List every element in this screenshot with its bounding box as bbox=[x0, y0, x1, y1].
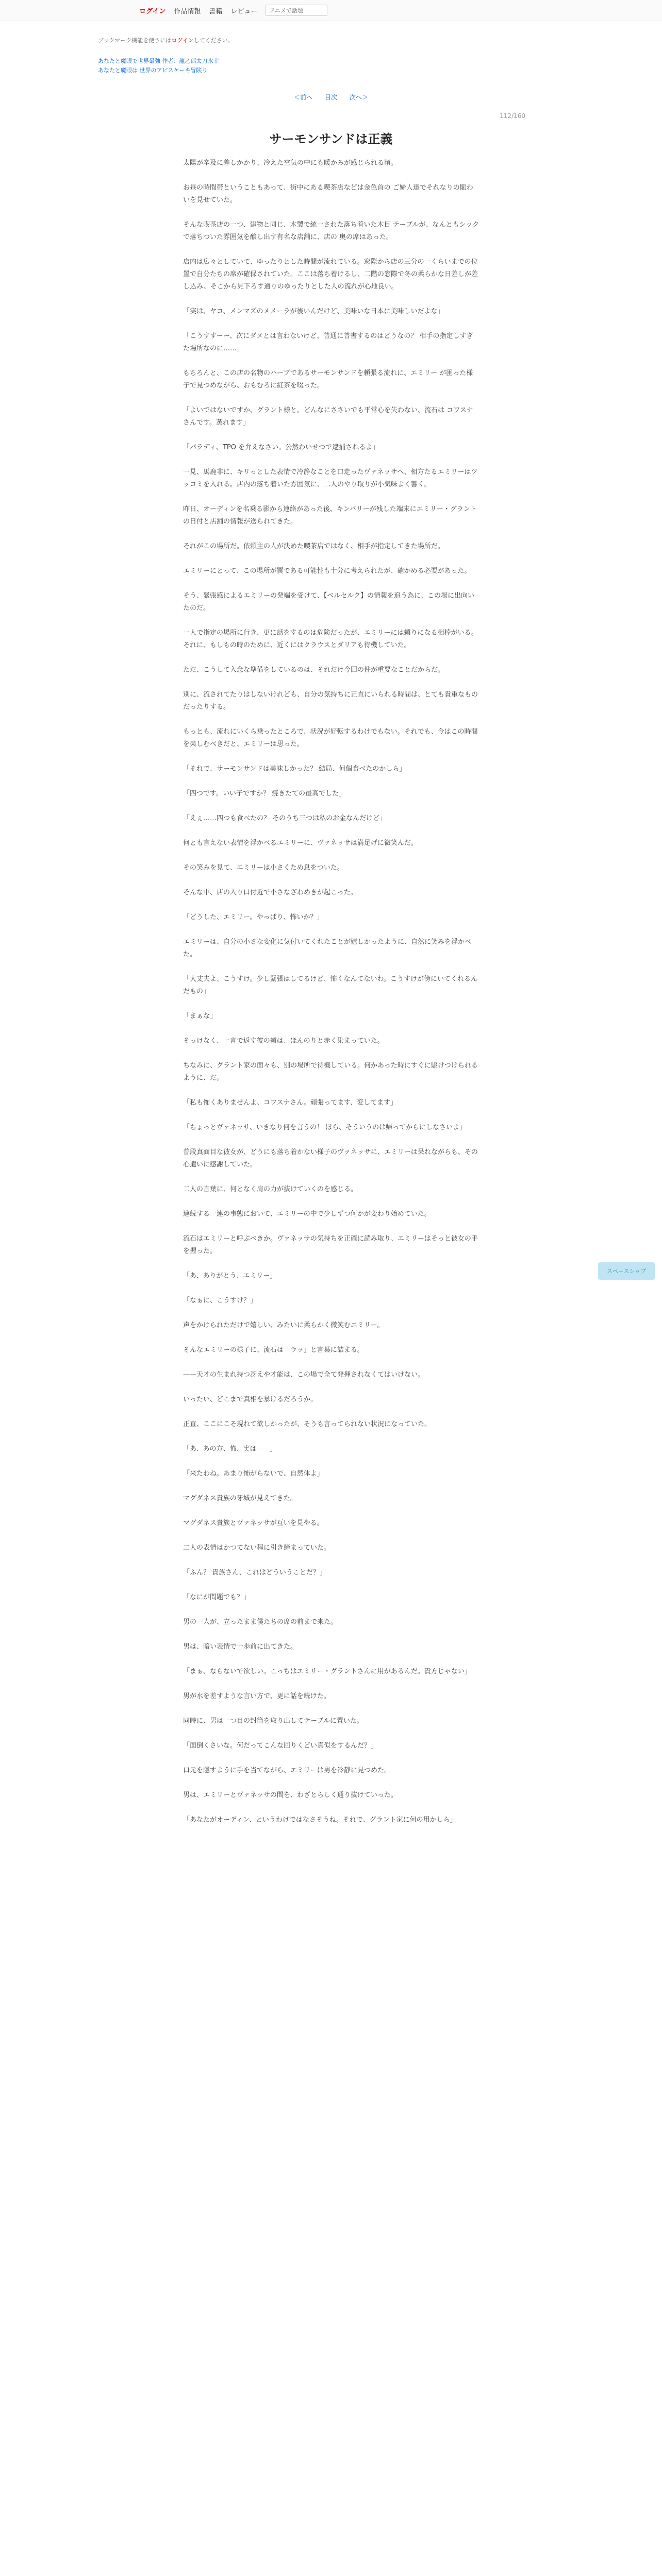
login-link[interactable]: ログイン bbox=[139, 7, 166, 15]
paragraph: 男は、エミリーとヴァネッサの間を、わざとらしく通り抜けていった。 bbox=[183, 1791, 398, 1799]
notice-text: ブックマーク機能を使うには bbox=[98, 37, 172, 44]
breadcrumb bbox=[98, 57, 219, 75]
paragraph: 正直、ここにこそ現れて欲しかったが、そうも言ってられない状況になっていた。 bbox=[183, 1420, 432, 1428]
paragraph: 太陽が辛及に差しかかり、冷えた空気の中にも暖かみが感じられる頃。 bbox=[183, 159, 398, 167]
top-navigation-inner bbox=[139, 0, 327, 21]
paragraph: 普段真面目な彼女が、どうにも落ち着かない様子のヴァネッサに、エミリーは呆れながらも、その心遣いに感謝していた。 bbox=[183, 1148, 478, 1168]
paragraph: エミリーは、自分の小さな変化に気付いてくれたことが嬉しかったように、自然に笑みを浮かべた。 bbox=[183, 938, 472, 958]
paragraph: そう、緊張感によるエミリーの発端を受けて、【ベルセルク】の情報を追う為に、この場に出向いたのだ。 bbox=[183, 592, 474, 612]
paragraph: 「面倒くさいな。何だってこんな回りくどい真似をするんだ？」 bbox=[183, 1742, 378, 1750]
paragraph: 連続する一連の事態において、エミリーの中で少しずつ何かが変わり始めていた。 bbox=[183, 1210, 431, 1218]
paragraph: 「まぁ、ならないで欲しい。こっちはエミリー・グラントさんに用があるんだ。貴方じゃない」 bbox=[183, 1668, 471, 1675]
paragraph: マグダネス貴族とヴァネッサが互いを見やる。 bbox=[183, 1519, 324, 1527]
search-input[interactable] bbox=[266, 5, 327, 16]
paragraph: 「パラディ、TPO を弁えなさい。公然わいせつで逮捕されるよ」 bbox=[183, 444, 379, 451]
paragraph: そんな喫茶店の一つ、建物と同じ、木製で統一された落ち着いた木目 テーブルが、なんともシックで落ちついた雰囲気を醸し出す有名な店舗に、店の 奥の席はあった。 bbox=[183, 221, 479, 241]
top-pager bbox=[0, 93, 662, 101]
paragraph: 「四つです。いい子ですか？ 焼きたての最高でした」 bbox=[183, 790, 346, 798]
paragraph: 別に、流されてたりはしないけれども、自分の気持ちに正直にいられる時間は、とても貴重なものだったりする。 bbox=[183, 691, 478, 711]
paragraph: 「まぁな」 bbox=[183, 1012, 217, 1020]
paragraph: その笑みを見て、エミリーは小さくため息をついた。 bbox=[183, 864, 344, 872]
top-navigation-bar bbox=[0, 0, 662, 21]
paragraph: ちなみに、グラント家の面々も、別の場所で待機している。何かあった時にすぐに駆けつけられるように、だ。 bbox=[183, 1062, 478, 1082]
paragraph: ただ、こうして入念な準備をしているのは、それだけ今回の件が重要なことだからだ。 bbox=[183, 666, 445, 674]
novel-body bbox=[183, 157, 479, 1839]
paragraph: 「あなたがオーディン、というわけではなさそうね。それで、グラント家に何の用かしら」 bbox=[183, 1816, 457, 1824]
paragraph: 「私も怖くありませんよ、コワスナさん。頑張ってます、変してます」 bbox=[183, 1099, 398, 1107]
paragraph: 「実は、ヤコ、メンマズのメメーラが後いんだけど、美味いな日本に美味しいだよな」 bbox=[183, 308, 444, 315]
paragraph: 店内は広々としていて、ゆったりとした時間が流れている。窓際から店の三分の一くらいまでの位置で自分たちの席が確保されていた。ここは落ち着けるし、二階の窓際で冬の柔らかな日差しが差し込み、そこから見下ろす通りのゆったりとした人の流れが心地良い。 bbox=[183, 258, 478, 291]
paragraph: ——天才の生まれ持つ冴えや才能は、この場で全て発揮されなくてはいけない。 bbox=[183, 1371, 425, 1379]
paragraph: 口元を隠すように手を当てながら、エミリーは男を冷静に見つめた。 bbox=[183, 1767, 391, 1774]
paragraph: エミリーにとって、この場所が罠である可能性も十分に考えられたが、確かめる必要があった。 bbox=[183, 567, 471, 575]
paragraph: 声をかけられただけで嬉しい、みたいに柔らかく微笑むエミリー。 bbox=[183, 1321, 384, 1329]
paragraph: 流石はエミリーと呼ぶべきか。ヴァネッサの気持ちを正確に読み取り、エミリーはそっと彼女の手を握った。 bbox=[183, 1235, 478, 1255]
paragraph: 「えぇ……四つも食べたの？ そのうち三つは私のお金なんだけど」 bbox=[183, 815, 387, 822]
notice-suffix: してください。 bbox=[193, 37, 234, 44]
breadcrumb-series-link[interactable]: あなたと魔眼で世界最強 作者：龍乙郎太刀水幸 bbox=[98, 58, 219, 64]
table-of-contents-link[interactable]: 目次 bbox=[324, 94, 337, 101]
paragraph: 「ふん？ 貴族さん、これはどういうことだ？」 bbox=[183, 1569, 326, 1577]
paragraph: 「来たわね。あまり怖がらないで、自然体よ」 bbox=[183, 1470, 324, 1478]
paragraph: 男が水を差すような言い方で、更に話を続けた。 bbox=[183, 1692, 330, 1700]
bookmark-notice bbox=[98, 36, 234, 44]
page-number: 112/160 bbox=[500, 112, 525, 120]
paragraph: お昼の時間帯ということもあって、街中にある喫茶店などは金色首の ご婦人達でそれなりの賑わいを見せていた。 bbox=[183, 184, 473, 204]
paragraph: それがこの場所だ。依頼主の人が決めた喫茶店ではなく、相手が指定してきた場所だ。 bbox=[183, 543, 444, 550]
paragraph: いったい、どこまで真相を暴けるだろうか。 bbox=[183, 1396, 318, 1403]
paragraph: 「どうした、エミリー。やっぱり、怖いか？」 bbox=[183, 913, 324, 921]
paragraph: 「あ、ありがとう、エミリー」 bbox=[183, 1272, 277, 1280]
paragraph: 「なぁに、こうすけ？」 bbox=[183, 1297, 257, 1304]
notice-login-link[interactable]: ログイン bbox=[171, 37, 194, 44]
paragraph: そっけなく、一言で返す彼の頬は、ほんのりと赤く染まっていた。 bbox=[183, 1037, 384, 1045]
paragraph: 昨日、オーディンを名乗る影から連絡があった後、キンバリーが残した端末にエミリー・グラントの日付と店舗の情報が送られてきた。 bbox=[183, 505, 477, 526]
paragraph: 「ちょっとヴァネッサ、いきなり何を言うの！ ほら、そういうのは帰ってからにしなさいよ」 bbox=[183, 1124, 467, 1131]
nav-link-works[interactable]: 作品情報 bbox=[174, 7, 201, 15]
next-page-link[interactable]: 次へ＞ bbox=[349, 94, 368, 101]
paragraph: 同時に、男は一つ目の封筒を取り出してテーブルに置いた。 bbox=[183, 1717, 363, 1725]
paragraph: 男は、暗い表情で一歩前に出てきた。 bbox=[183, 1643, 297, 1651]
paragraph: 「あ、あの方、怖、実は——」 bbox=[183, 1445, 277, 1453]
prev-page-link[interactable]: ＜前へ bbox=[294, 94, 313, 101]
paragraph: 二人の表情はかつてない程に引き締まっていた。 bbox=[183, 1544, 331, 1552]
paragraph: 「こうすすーー、次にダメとは言わないけど、普通に普書するのはどうなの？ 相手の指定しすぎた場所なのに……」 bbox=[183, 332, 473, 352]
paragraph: 一人で指定の場所に行き、更に話をするのは危険だったが、エミリーには頼りになる相棒がいる。それに、もしもの時のために、近くにはクラウスとダリアも待機していた。 bbox=[183, 629, 478, 649]
chapter-title: サーモンサンドは正義 bbox=[269, 132, 393, 146]
paragraph: 何とも言えない表情を浮かべるエミリーに、ヴァネッサは満足げに微笑んだ。 bbox=[183, 839, 418, 847]
paragraph: 男の一人が、立ったまま僕たちの席の前まで来た。 bbox=[183, 1618, 338, 1626]
nav-link-reviews[interactable]: レビュー bbox=[230, 7, 258, 15]
paragraph: そんな中、店の入り口付近で小さなざわめきが起こった。 bbox=[183, 889, 357, 896]
paragraph: もっとも、流れにいくら乗ったところで、状況が好転するわけでもない。それでも、今はこの時間を楽しむべきだと、エミリーは思った。 bbox=[183, 728, 478, 748]
paragraph: 一見、馬鹿非に、キリっとした表情で冷静なことを口走ったヴァネッサへ、相方たるエミリーはツッコミを入れる。店内の落ち着いた雰囲気に、二人のやり取りが小気味よく響く。 bbox=[183, 468, 478, 488]
paragraph: 「大丈夫よ、こうすけ。少し緊張はしてるけど、怖くなんてないわ。こうすけが傍にいてくれるんだもの」 bbox=[183, 975, 477, 995]
paragraph: 二人の言葉に、何となく肩の力が抜けていくのを感じる。 bbox=[183, 1185, 358, 1193]
breadcrumb-chapter-link[interactable]: あなたと魔眼は 世界のアビスケーキ冒険り bbox=[98, 67, 208, 74]
paragraph: 「よいではないですか、グラント様と。どんなにささいでも平常心を失わない、流石は コワスナさんです。蒸れます」 bbox=[183, 406, 473, 427]
paragraph: もちろんと、この店の名物のハーブであるサーモンサンドを頼張る流れに、エミリー が困った様子で見つめながら、おもむろに紅茶を啜った。 bbox=[183, 369, 473, 389]
paragraph: 「なにが問題でも？」 bbox=[183, 1594, 251, 1601]
paragraph: 「それで、サーモンサンドは美味しかった？ 結局、何個食べたのかしら」 bbox=[183, 765, 406, 773]
paragraph: そんなエミリーの様子に、流石は「ラッ」と言葉に詰まる。 bbox=[183, 1346, 364, 1354]
nav-link-books[interactable]: 書籍 bbox=[209, 7, 223, 15]
floating-action-button[interactable]: スペースシップ bbox=[598, 1262, 655, 1280]
paragraph: マグダネス貴族の牙城が見えてきた。 bbox=[183, 1495, 297, 1502]
